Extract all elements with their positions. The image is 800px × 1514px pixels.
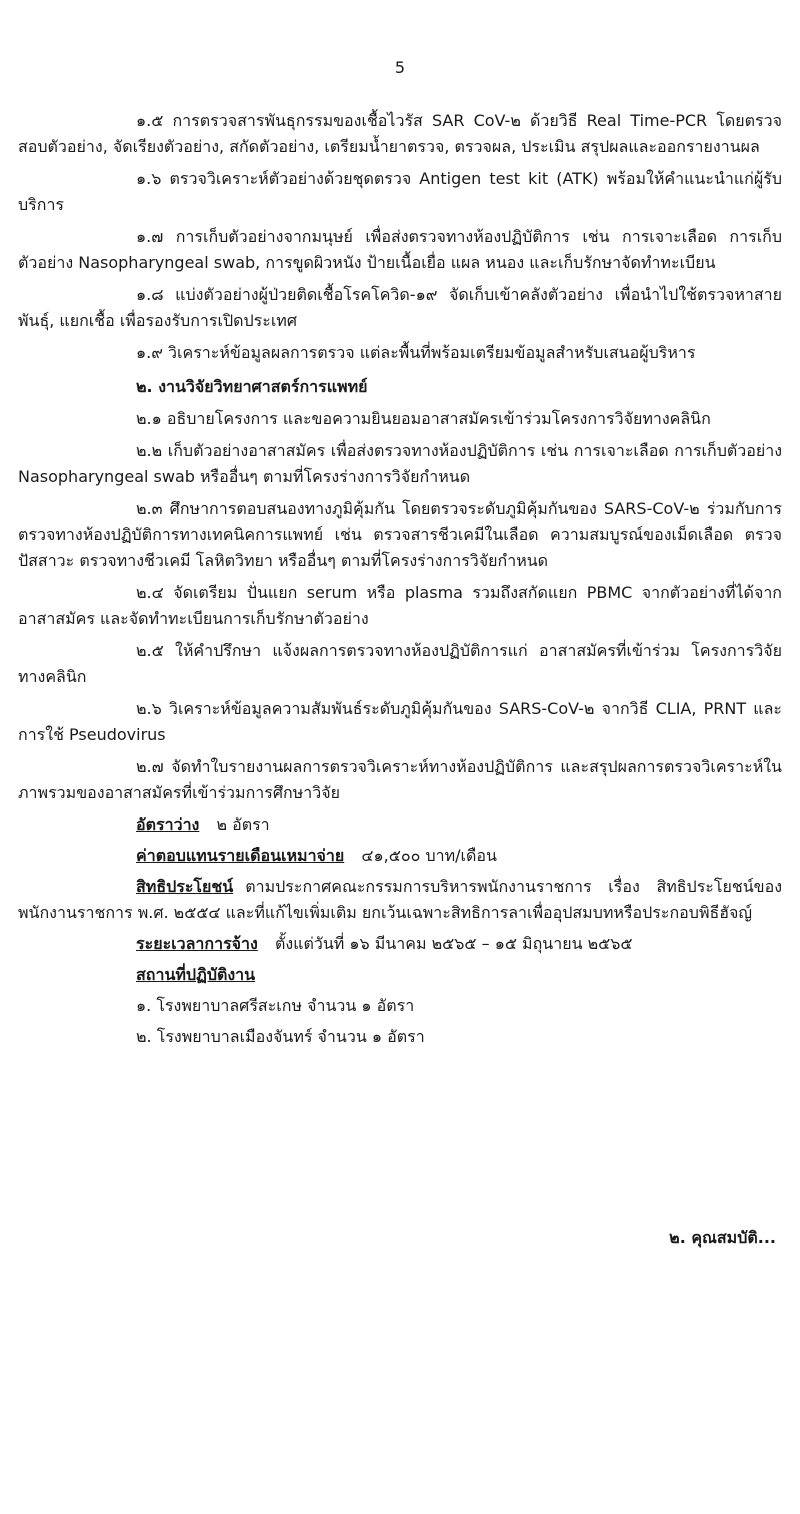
workplace-item-1: ๑. โรงพยาบาลศรีสะเกษ จำนวน ๑ อัตรา — [136, 996, 415, 1015]
vacancy-label: อัตราว่าง — [136, 815, 200, 834]
item-1-8: ๑.๘ แบ่งตัวอย่างผู้ป่วยติดเชื้อโรคโควิด-๑๙ จัดเก็บเข้าคลังตัวอย่าง เพื่อนำไปใช้ตรวจหาสายพันธุ์, แยกเชื้อ เพื่อรองรับการเปิดประเทศ — [18, 285, 782, 330]
benefits-label: สิทธิประโยชน์ — [136, 877, 234, 896]
item-2-6: ๒.๖ วิเคราะห์ข้อมูลความสัมพันธ์ระดับภูมิคุ้มกันของ SARS-CoV-๒ จากวิธี CLIA, PRNT และการใช้ Pseudovirus — [18, 699, 782, 744]
page-number: 5 — [394, 58, 406, 77]
period-label: ระยะเวลาการจ้าง — [136, 934, 258, 953]
item-1-9: ๑.๙ วิเคราะห์ข้อมูลผลการตรวจ แต่ละพื้นที่พร้อมเตรียมข้อมูลสำหรับเสนอผู้บริหาร — [136, 343, 696, 362]
item-1-6: ๑.๖ ตรวจวิเคราะห์ตัวอย่างด้วยชุดตรวจ Antigen test kit (ATK) พร้อมให้คำแนะนำแก่ผู้รับบริการ — [18, 169, 782, 214]
item-2-1: ๒.๑ อธิบายโครงการ และขอความยินยอมอาสาสมัครเข้าร่วมโครงการวิจัยทางคลินิก — [136, 409, 711, 428]
item-2-3: ๒.๓ ศึกษาการตอบสนองทางภูมิคุ้มกัน โดยตรวจระดับภูมิคุ้มกันของ SARS-CoV-๒ ร่วมกับการตรวจทางห้องปฏิบัติการทางเทคนิคการแพทย์ เช่น ตรวจสารชีวเคมีในเลือด ความสมบูรณ์ของเม็ดเลือด ตรวจปัสสาวะ ตรวจทางชีวเคมี โลหิตวิทยา หรืออื่นๆ ตามที่โครงร่างการวิจัยกำหนด — [18, 499, 782, 570]
vacancy-field — [136, 812, 782, 838]
benefits-value: ตามประกาศคณะกรรมการบริหารพนักงานราชการ เรื่อง สิทธิประโยชน์ของพนักงานราชการ พ.ศ. ๒๕๕๔ และที่แก้ไขเพิ่มเติม ยกเว้นเฉพาะสิทธิการลาเพื่ออุปสมบทหรือประกอบพิธีฮัจญ์ — [18, 877, 782, 922]
item-1-7: ๑.๗ การเก็บตัวอย่างจากมนุษย์ เพื่อส่งตรวจทางห้องปฏิบัติการ เช่น การเจาะเลือด การเก็บตัวอย่าง Nasopharyngeal swab, การขูดผิวหนัง ป้ายเนื้อเยื่อ แผล หนอง และเก็บรักษาจัดทำทะเบียน — [18, 227, 782, 272]
salary-label: ค่าตอบแทนรายเดือนเหมาจ่าย — [136, 846, 345, 865]
salary-value: ๔๑,๕๐๐ บาท/เดือน — [361, 846, 497, 865]
workplace-item-2: ๒. โรงพยาบาลเมืองจันทร์ จำนวน ๑ อัตรา — [136, 1027, 425, 1046]
vacancy-value: ๒ อัตรา — [216, 815, 270, 834]
workplace-field — [136, 962, 782, 988]
document-body — [18, 108, 782, 1055]
period-value: ตั้งแต่วันที่ ๑๖ มีนาคม ๒๕๖๕ – ๑๕ มิถุนายน ๒๕๖๕ — [274, 934, 633, 953]
item-1-5: ๑.๕ การตรวจสารพันธุกรรมของเชื้อไวรัส SAR CoV-๒ ด้วยวิธี Real Time-PCR โดยตรวจสอบตัวอย่าง, จัดเรียงตัวอย่าง, สกัดตัวอย่าง, เตรียมน้ำยาตรวจ, ตรวจผล, ประเมิน สรุปผลและออกรายงานผล — [18, 111, 782, 156]
workplace-label: สถานที่ปฏิบัติงาน — [136, 965, 256, 984]
period-field — [136, 931, 782, 957]
benefits-field — [18, 874, 782, 926]
salary-field — [136, 843, 782, 869]
item-2-4: ๒.๔ จัดเตรียม ปั่นแยก serum หรือ plasma รวมถึงสกัดแยก PBMC จากตัวอย่างที่ได้จากอาสาสมัคร และจัดทำทะเบียนการเก็บรักษาตัวอย่าง — [18, 583, 782, 628]
item-2-7: ๒.๗ จัดทำใบรายงานผลการตรวจวิเคราะห์ทางห้องปฏิบัติการ และสรุปผลการตรวจวิเคราะห์ในภาพรวมของอาสาสมัครที่เข้าร่วมการศึกษาวิจัย — [18, 757, 782, 802]
item-2-2: ๒.๒ เก็บตัวอย่างอาสาสมัคร เพื่อส่งตรวจทางห้องปฏิบัติการ เช่น การเจาะเลือด การเก็บตัวอย่าง Nasopharyngeal swab หรืออื่นๆ ตามที่โครงร่างการวิจัยกำหนด — [18, 441, 782, 486]
section-2-heading: ๒. งานวิจัยวิทยาศาสตร์การแพทย์ — [136, 377, 368, 396]
continuation-marker: ๒. คุณสมบัติ... — [669, 1228, 776, 1247]
item-2-5: ๒.๕ ให้คำปรึกษา แจ้งผลการตรวจทางห้องปฏิบัติการแก่ อาสาสมัครที่เข้าร่วม โครงการวิจัยทางคลินิก — [18, 641, 782, 686]
